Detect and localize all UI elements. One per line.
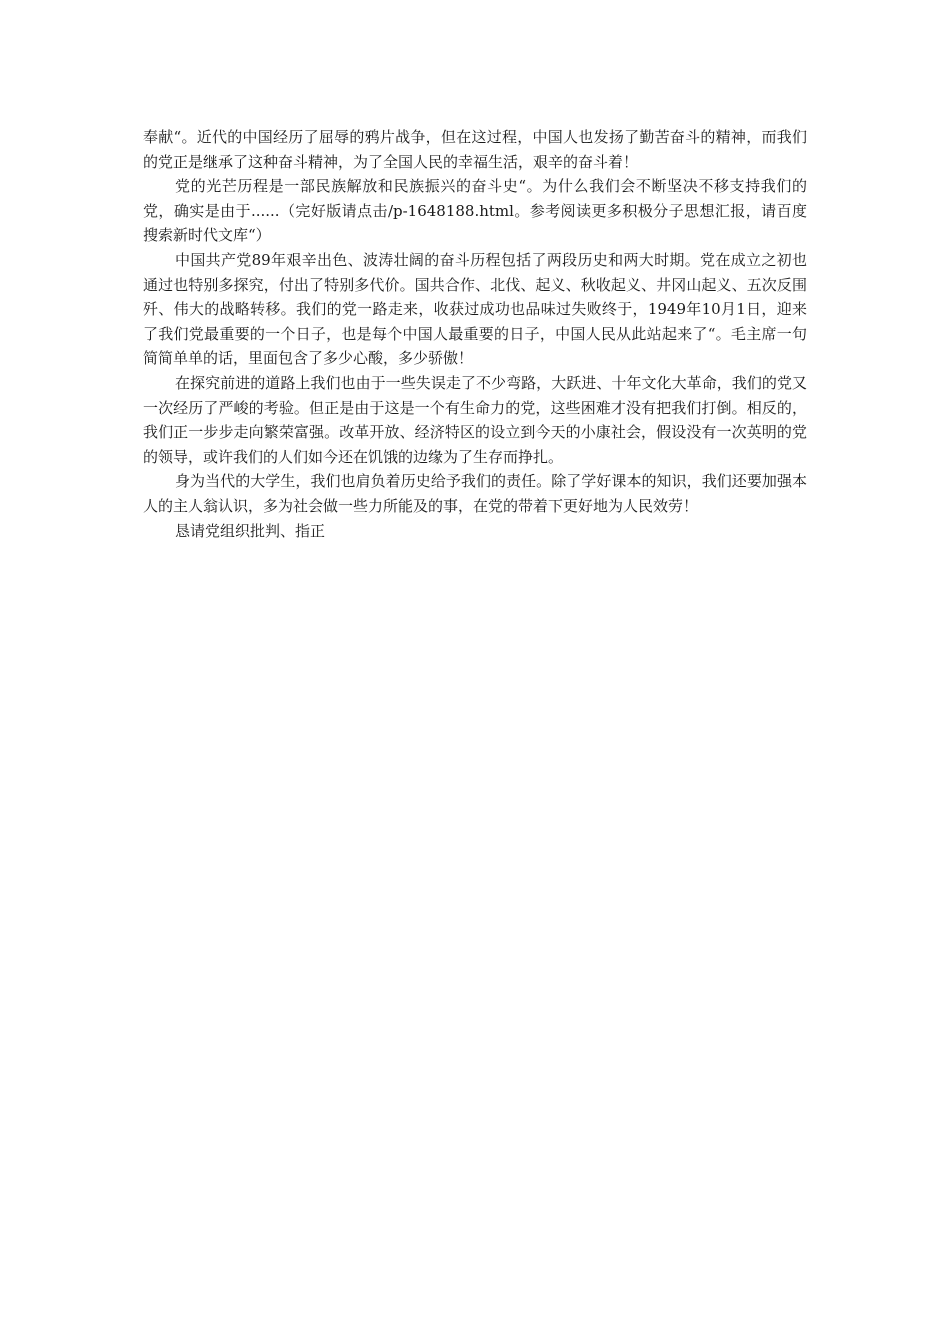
document-body <box>143 125 807 543</box>
paragraph-4: 在探究前进的道路上我们也由于一些失误走了不少弯路，大跃进、十年文化大革命，我们的党又一次经历了严峻的考验。但正是由于这是一个有生命力的党，这些困难才没有把我们打倒。相反的，我们正一步步走向繁荣富强。改革开放、经济特区的设立到今天的小康社会，假设没有一次英明的党的领导，或许我们的人们如今还在饥饿的边缘为了生存而挣扎。 <box>143 373 807 466</box>
paragraph-3: 中国共产党89年艰辛出色、波涛壮阔的奋斗历程包括了两段历史和两大时期。党在成立之初也通过也特别多探究，付出了特别多代价。国共合作、北伐、起义、秋收起义、井冈山起义、五次反围歼、伟大的战略转移。我们的党一路走来，收获过成功也品味过失败终于，1949年10月1日，迎来了我们党最重要的一个日子，也是每个中国人最重要的日子，中国人民从此站起来了“。毛主席一句简简单单的话，里面包含了多少心酸，多少骄傲！ <box>143 250 807 368</box>
paragraph-5: 身为当代的大学生，我们也肩负着历史给予我们的责任。除了学好课本的知识，我们还要加强本人的主人翁认识，多为社会做一些力所能及的事，在党的带着下更好地为人民效劳！ <box>143 472 807 515</box>
paragraph-2: 党的光芒历程是一部民族解放和民族振兴的奋斗史“。为什么我们会不断坚决不移支持我们的党，确实是由于......（完好版请点击/p-1648188.html。参考阅读更多积极分子思想汇报，请百度搜索新时代文库“） <box>143 177 807 245</box>
paragraph-1: 奉献“。近代的中国经历了屈辱的鸦片战争，但在这过程，中国人也发扬了勤苦奋斗的精神，而我们的党正是继承了这种奋斗精神，为了全国人民的幸福生活，艰辛的奋斗着！ <box>143 128 807 171</box>
closing-line: 恳请党组织批判、指正 <box>175 521 326 540</box>
